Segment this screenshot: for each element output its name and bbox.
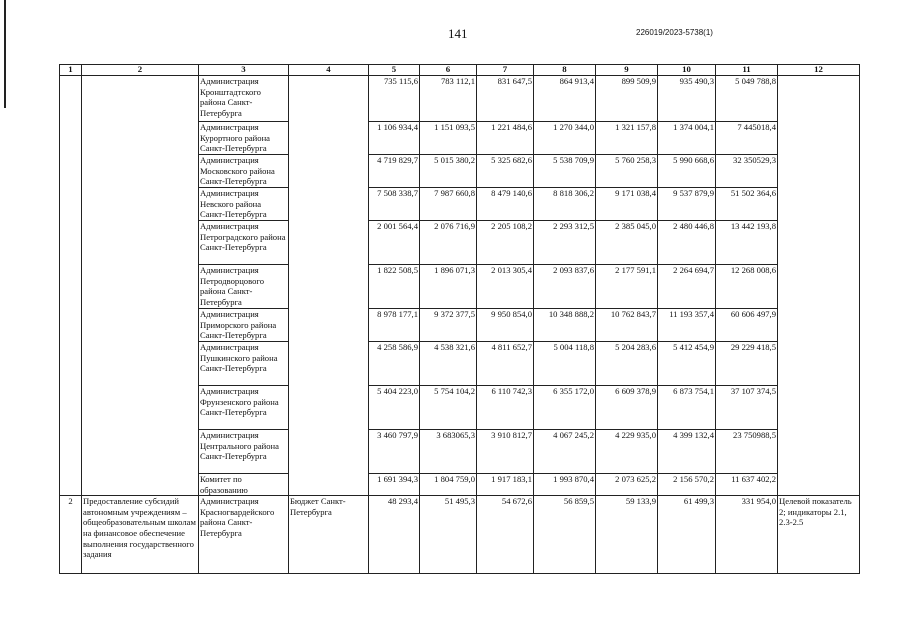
value-cell: 2 205 108,2	[477, 221, 534, 265]
column-header: 10	[658, 65, 716, 76]
value-cell: 7 508 338,7	[369, 188, 420, 221]
value-cell: 10 348 888,2	[534, 309, 596, 342]
value-cell: 56 859,5	[534, 496, 596, 574]
activity-cell: Предоставление субсидий автономным учреждениям – общеобразовательным школам на финансовое обеспечение выполнения государственного задания	[82, 496, 199, 574]
value-cell: 8 818 306,2	[534, 188, 596, 221]
table-row	[60, 76, 860, 122]
value-cell: 5 325 682,6	[477, 155, 534, 188]
value-cell: 2 156 570,2	[658, 474, 716, 496]
value-cell: 1 321 157,8	[596, 122, 658, 155]
table-row	[60, 496, 860, 574]
value-cell: 9 537 879,9	[658, 188, 716, 221]
value-cell: 61 499,3	[658, 496, 716, 574]
header-row	[60, 65, 860, 76]
value-cell: 6 609 378,9	[596, 386, 658, 430]
value-cell: 37 107 374,5	[716, 386, 778, 430]
executor-cell: Администрация Кронштадтского района Санкт-Петербурга	[199, 76, 289, 122]
scan-edge-mark	[4, 0, 6, 108]
value-cell: 54 672,6	[477, 496, 534, 574]
value-cell: 12 268 008,6	[716, 265, 778, 309]
value-cell: 4 067 245,2	[534, 430, 596, 474]
column-header: 9	[596, 65, 658, 76]
document-id: 226019/2023-5738(1)	[636, 28, 713, 37]
page-number: 141	[448, 26, 468, 41]
value-cell: 831 647,5	[477, 76, 534, 122]
value-cell: 2 073 625,2	[596, 474, 658, 496]
executor-cell: Администрация Красногвардейского района Санкт-Петербурга	[199, 496, 289, 574]
budget-table	[59, 64, 860, 574]
column-header: 6	[420, 65, 477, 76]
value-cell: 1 151 093,5	[420, 122, 477, 155]
value-cell: 5 404 223,0	[369, 386, 420, 430]
value-cell: 23 750988,5	[716, 430, 778, 474]
value-cell: 2 480 446,8	[658, 221, 716, 265]
value-cell: 2 013 305,4	[477, 265, 534, 309]
value-cell: 4 811 652,7	[477, 342, 534, 386]
value-cell: 1 270 344,0	[534, 122, 596, 155]
value-cell: 13 442 193,8	[716, 221, 778, 265]
value-cell: 3 460 797,9	[369, 430, 420, 474]
value-cell: 783 112,1	[420, 76, 477, 122]
executor-cell: Администрация Фрунзенского района Санкт-Петербурга	[199, 386, 289, 430]
value-cell: 29 229 418,5	[716, 342, 778, 386]
value-cell: 4 719 829,7	[369, 155, 420, 188]
value-cell: 3 910 812,7	[477, 430, 534, 474]
executor-cell: Комитет по образованию	[199, 474, 289, 496]
executor-cell: Администрация Московского района Санкт-Петербурга	[199, 155, 289, 188]
column-header: 3	[199, 65, 289, 76]
value-cell: 10 762 843,7	[596, 309, 658, 342]
value-cell: 1 993 870,4	[534, 474, 596, 496]
column-header: 7	[477, 65, 534, 76]
value-cell: 51 495,3	[420, 496, 477, 574]
source-cell	[289, 76, 369, 496]
executor-cell: Администрация Невского района Санкт-Петербурга	[199, 188, 289, 221]
column-header: 8	[534, 65, 596, 76]
value-cell: 2 001 564,4	[369, 221, 420, 265]
value-cell: 899 509,9	[596, 76, 658, 122]
value-cell: 1 106 934,4	[369, 122, 420, 155]
value-cell: 5 049 788,8	[716, 76, 778, 122]
value-cell: 5 412 454,9	[658, 342, 716, 386]
value-cell: 864 913,4	[534, 76, 596, 122]
value-cell: 60 606 497,9	[716, 309, 778, 342]
value-cell: 4 399 132,4	[658, 430, 716, 474]
executor-cell: Администрация Петродворцового района Санкт-Петербурга	[199, 265, 289, 309]
column-header: 1	[60, 65, 82, 76]
activity-cell	[82, 76, 199, 496]
value-cell: 1 804 759,0	[420, 474, 477, 496]
column-header: 5	[369, 65, 420, 76]
value-cell: 5 004 118,8	[534, 342, 596, 386]
value-cell: 48 293,4	[369, 496, 420, 574]
value-cell: 11 193 357,4	[658, 309, 716, 342]
value-cell: 1 374 004,1	[658, 122, 716, 155]
value-cell: 1 822 508,5	[369, 265, 420, 309]
value-cell: 9 372 377,5	[420, 309, 477, 342]
row-number-cell: 2	[60, 496, 82, 574]
executor-cell: Администрация Курортного района Санкт-Петербурга	[199, 122, 289, 155]
value-cell: 1 691 394,3	[369, 474, 420, 496]
indicator-cell: Целевой показатель 2; индикаторы 2.1, 2.3-2.5	[778, 496, 860, 574]
value-cell: 11 637 402,2	[716, 474, 778, 496]
value-cell: 1 221 484,6	[477, 122, 534, 155]
value-cell: 331 954,0	[716, 496, 778, 574]
value-cell: 5 760 258,3	[596, 155, 658, 188]
value-cell: 5 990 668,6	[658, 155, 716, 188]
indicator-cell	[778, 76, 860, 496]
value-cell: 3 683065,3	[420, 430, 477, 474]
value-cell: 2 385 045,0	[596, 221, 658, 265]
value-cell: 9 171 038,4	[596, 188, 658, 221]
value-cell: 4 258 586,9	[369, 342, 420, 386]
value-cell: 2 293 312,5	[534, 221, 596, 265]
value-cell: 4 229 935,0	[596, 430, 658, 474]
executor-cell: Администрация Петроградского района Санкт-Петербурга	[199, 221, 289, 265]
value-cell: 5 204 283,6	[596, 342, 658, 386]
value-cell: 8 978 177,1	[369, 309, 420, 342]
value-cell: 2 177 591,1	[596, 265, 658, 309]
value-cell: 2 076 716,9	[420, 221, 477, 265]
column-header: 12	[778, 65, 860, 76]
value-cell: 5 754 104,2	[420, 386, 477, 430]
value-cell: 735 115,6	[369, 76, 420, 122]
value-cell: 7 987 660,8	[420, 188, 477, 221]
column-header: 4	[289, 65, 369, 76]
value-cell: 6 873 754,1	[658, 386, 716, 430]
value-cell: 32 350529,3	[716, 155, 778, 188]
value-cell: 51 502 364,6	[716, 188, 778, 221]
value-cell: 1 896 071,3	[420, 265, 477, 309]
executor-cell: Администрация Пушкинского района Санкт-Петербурга	[199, 342, 289, 386]
value-cell: 5 015 380,2	[420, 155, 477, 188]
value-cell: 5 538 709,9	[534, 155, 596, 188]
value-cell: 6 355 172,0	[534, 386, 596, 430]
value-cell: 935 490,3	[658, 76, 716, 122]
row-number-cell	[60, 76, 82, 496]
column-header: 11	[716, 65, 778, 76]
source-cell: Бюджет Санкт-Петербурга	[289, 496, 369, 574]
value-cell: 6 110 742,3	[477, 386, 534, 430]
executor-cell: Администрация Приморского района Санкт-Петербурга	[199, 309, 289, 342]
value-cell: 8 479 140,6	[477, 188, 534, 221]
column-header: 2	[82, 65, 199, 76]
value-cell: 2 093 837,6	[534, 265, 596, 309]
executor-cell: Администрация Центрального района Санкт-Петербурга	[199, 430, 289, 474]
value-cell: 4 538 321,6	[420, 342, 477, 386]
value-cell: 9 950 854,0	[477, 309, 534, 342]
value-cell: 59 133,9	[596, 496, 658, 574]
value-cell: 1 917 183,1	[477, 474, 534, 496]
value-cell: 7 445018,4	[716, 122, 778, 155]
value-cell: 2 264 694,7	[658, 265, 716, 309]
